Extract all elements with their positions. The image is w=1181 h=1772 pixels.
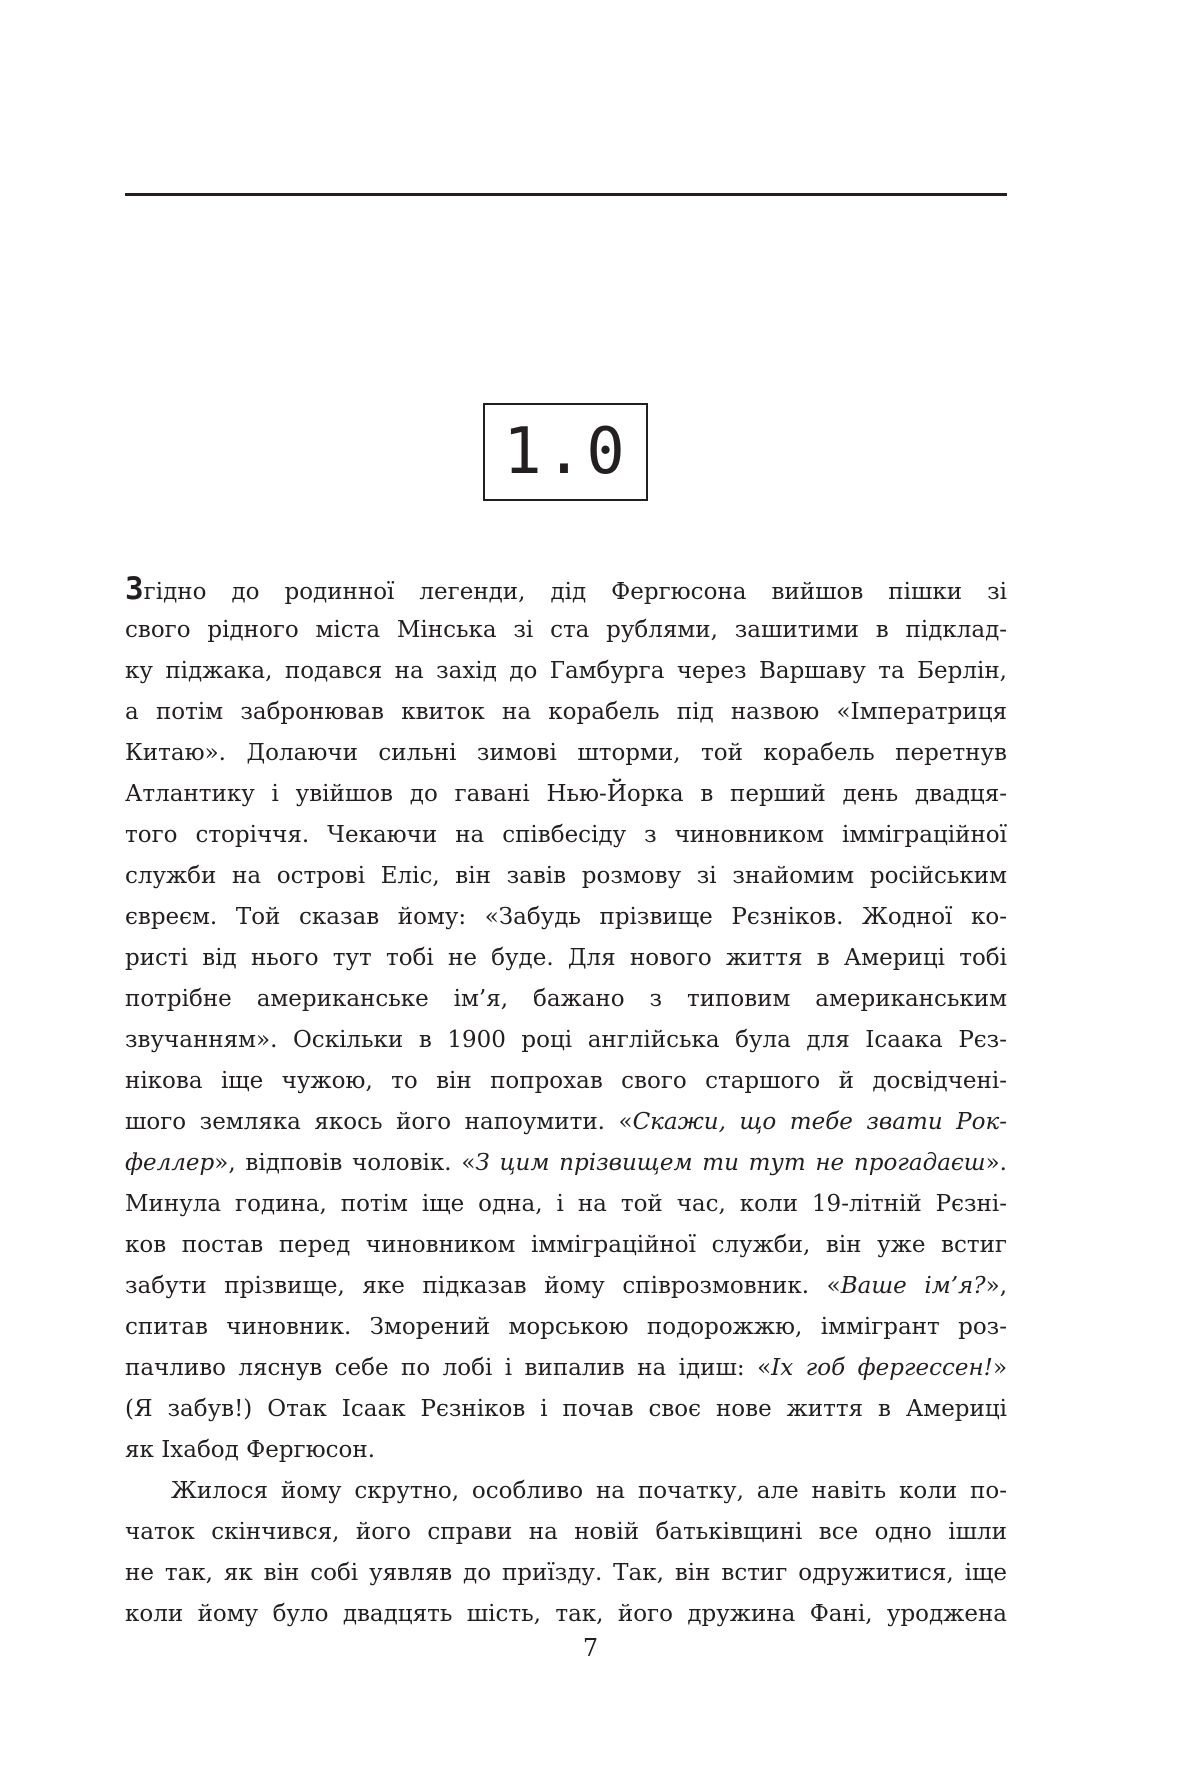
text-segment: » <box>992 1355 1008 1381</box>
text-segment: спитав чиновник. Зморений морською подорожжю, іммігрант роз- <box>125 1314 1007 1340</box>
text-line <box>125 733 1007 774</box>
text-segment: потрібне американське ім’я, бажано з типовим американським <box>125 986 1007 1012</box>
italic-text: Скажи, що тебе звати Рок- <box>632 1109 1007 1135</box>
text-segment: ков постав перед чиновником імміграційної служби, він уже встиг <box>125 1232 1007 1258</box>
text-line <box>125 1471 1007 1512</box>
header-rule <box>125 193 1007 196</box>
text-line <box>125 979 1007 1020</box>
text-line <box>125 1307 1007 1348</box>
text-segment: коли йому було двадцять шість, так, його дружина Фані, уроджена <box>125 1601 1007 1627</box>
text-segment: чаток скінчився, його справи на новій батьківщині все одно ішли <box>125 1519 1007 1545</box>
italic-text: Іх гоб фергессен! <box>771 1355 993 1381</box>
text-line <box>125 897 1007 938</box>
text-segment: Жилося йому скрутно, особливо на початку, але навіть коли по- <box>171 1478 1007 1504</box>
text-line <box>125 1553 1007 1594</box>
text-line <box>125 815 1007 856</box>
text-segment: Минула година, потім іще одна, і на той час, коли 19-літній Рєзні- <box>125 1191 1007 1217</box>
chapter-number-box <box>483 403 648 501</box>
text-line <box>125 692 1007 733</box>
text-line <box>125 774 1007 815</box>
italic-text: Ваше ім’я? <box>840 1273 986 1299</box>
page-number: 7 <box>582 1634 599 1662</box>
text-line <box>125 1143 1007 1184</box>
text-segment: », відповів чоловік. « <box>214 1150 476 1176</box>
drop-cap: З <box>125 571 144 607</box>
text-line <box>125 610 1007 651</box>
text-line <box>125 1020 1007 1061</box>
text-line <box>125 1389 1007 1430</box>
text-segment: як Іхабод Фергюсон. <box>125 1437 376 1463</box>
text-segment: того сторіччя. Чекаючи на співбесіду з чиновником імміграційної <box>125 822 1007 848</box>
text-segment: служби на острові Еліс, він завів розмову зі знайомим російським <box>125 863 1007 889</box>
text-segment: Атлантику і увійшов до гавані Нью-Йорка в перший день двадця- <box>125 781 1007 807</box>
text-segment: євреєм. Той сказав йому: «Забудь прізвище Рєзніков. Жодної ко- <box>125 904 1007 930</box>
text-line <box>125 1430 1007 1471</box>
text-line <box>125 1102 1007 1143</box>
text-line <box>125 1348 1007 1389</box>
text-line <box>125 856 1007 897</box>
text-segment: », <box>985 1273 1008 1299</box>
text-segment: звучанням». Оскільки в 1900 році англійська була для Ісаака Рєз- <box>125 1027 1007 1053</box>
text-segment: нікова іще чужою, то він попрохав свого старшого й досвідчені- <box>125 1068 1007 1094</box>
italic-text: З цим прізвищем ти тут не прогадаєш <box>475 1150 986 1176</box>
text-line <box>125 569 1007 610</box>
text-line <box>125 1512 1007 1553</box>
chapter-number: 1.0 <box>503 415 628 489</box>
italic-text: феллер <box>125 1150 215 1176</box>
text-segment: (Я забув!) Отак Ісаак Рєзніков і почав своє нове життя в Америці <box>125 1396 1007 1422</box>
text-segment: а потім забронював квиток на корабель під назвою «Імператриця <box>125 699 1007 725</box>
text-line <box>125 1594 1007 1635</box>
text-line <box>125 651 1007 692</box>
text-segment: свого рідного міста Мінська зі ста рублями, зашитими в підклад- <box>125 617 1007 643</box>
text-line <box>125 1266 1007 1307</box>
text-segment: не так, як він собі уявляв до приїзду. Так, він встиг одружитися, іще <box>125 1560 1007 1586</box>
text-segment: ристі від нього тут тобі не буде. Для нового життя в Америці тобі <box>125 945 1007 971</box>
text-segment: Китаю». Долаючи сильні зимові шторми, той корабель перетнув <box>125 740 1007 766</box>
text-line <box>125 938 1007 979</box>
text-segment: пачливо ляснув себе по лобі і випалив на ідиш: « <box>125 1355 772 1381</box>
text-line <box>125 1184 1007 1225</box>
text-segment: шого земляка якось його напоумити. « <box>125 1109 633 1135</box>
text-segment: гідно до родинної легенди, дід Фергюсона вийшов пішки зі <box>143 579 1007 605</box>
body-text <box>125 569 1007 1635</box>
text-segment: забути прізвище, яке підказав йому співрозмовник. « <box>125 1273 841 1299</box>
text-line <box>125 1061 1007 1102</box>
text-line <box>125 1225 1007 1266</box>
text-segment: ». <box>985 1150 1007 1176</box>
text-segment: ку піджака, подався на захід до Гамбурга через Варшаву та Берлін, <box>125 658 1007 684</box>
